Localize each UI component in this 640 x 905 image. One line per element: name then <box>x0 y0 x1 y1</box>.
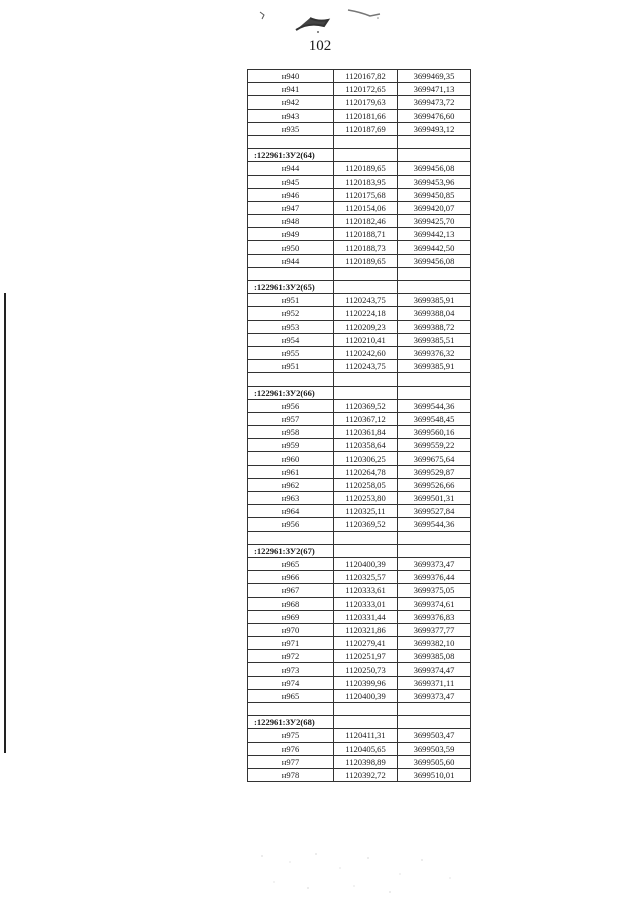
table-row <box>248 70 471 83</box>
x-coordinate: 1120179,63 <box>334 96 398 109</box>
point-id: н972 <box>248 650 334 663</box>
parcel-label: :122961:ЗУ2(68) <box>248 716 334 729</box>
y-coordinate: 3699374,61 <box>398 597 471 610</box>
point-id: н960 <box>248 452 334 465</box>
x-coordinate: 1120400,39 <box>334 557 398 570</box>
table-row <box>248 557 471 570</box>
y-coordinate: 3699442,50 <box>398 241 471 254</box>
x-coordinate: 1120187,69 <box>334 122 398 135</box>
table-row <box>248 663 471 676</box>
x-coordinate: 1120167,82 <box>334 70 398 83</box>
coordinates-table <box>247 69 471 782</box>
point-id: н941 <box>248 83 334 96</box>
empty-cell <box>334 149 398 162</box>
y-coordinate: 3699527,84 <box>398 505 471 518</box>
point-id: н974 <box>248 676 334 689</box>
table-row <box>248 201 471 214</box>
x-coordinate: 1120392,72 <box>334 768 398 781</box>
y-coordinate: 3699560,16 <box>398 426 471 439</box>
table-row <box>248 689 471 702</box>
x-coordinate: 1120258,05 <box>334 478 398 491</box>
table-row <box>248 307 471 320</box>
spacer-row <box>248 135 471 148</box>
point-id: н976 <box>248 742 334 755</box>
x-coordinate: 1120361,84 <box>334 426 398 439</box>
x-coordinate: 1120175,68 <box>334 188 398 201</box>
y-coordinate: 3699501,31 <box>398 492 471 505</box>
x-coordinate: 1120183,95 <box>334 175 398 188</box>
x-coordinate: 1120251,97 <box>334 650 398 663</box>
y-coordinate: 3699376,32 <box>398 346 471 359</box>
x-coordinate: 1120411,31 <box>334 729 398 742</box>
y-coordinate: 3699453,96 <box>398 175 471 188</box>
point-id: н948 <box>248 215 334 228</box>
y-coordinate: 3699544,36 <box>398 399 471 412</box>
point-id: н969 <box>248 610 334 623</box>
x-coordinate: 1120321,86 <box>334 623 398 636</box>
x-coordinate: 1120182,46 <box>334 215 398 228</box>
point-id: н935 <box>248 122 334 135</box>
point-id: н952 <box>248 307 334 320</box>
point-id: н958 <box>248 426 334 439</box>
y-coordinate: 3699476,60 <box>398 109 471 122</box>
point-id: н959 <box>248 439 334 452</box>
y-coordinate: 3699420,07 <box>398 201 471 214</box>
spacer-cell <box>334 373 398 386</box>
spacer-cell <box>248 135 334 148</box>
table-row <box>248 452 471 465</box>
point-id: н943 <box>248 109 334 122</box>
point-id: н965 <box>248 557 334 570</box>
x-coordinate: 1120369,52 <box>334 399 398 412</box>
x-coordinate: 1120250,73 <box>334 663 398 676</box>
y-coordinate: 3699493,12 <box>398 122 471 135</box>
empty-cell <box>398 281 471 294</box>
x-coordinate: 1120279,41 <box>334 637 398 650</box>
point-id: н957 <box>248 412 334 425</box>
empty-cell <box>334 544 398 557</box>
table-row <box>248 676 471 689</box>
point-id: н945 <box>248 175 334 188</box>
point-id: н949 <box>248 228 334 241</box>
spacer-cell <box>398 267 471 280</box>
point-id: н940 <box>248 70 334 83</box>
point-id: н954 <box>248 333 334 346</box>
x-coordinate: 1120154,06 <box>334 201 398 214</box>
spacer-cell <box>398 703 471 716</box>
point-id: н942 <box>248 96 334 109</box>
parcel-label: :122961:ЗУ2(66) <box>248 386 334 399</box>
parcel-label: :122961:ЗУ2(64) <box>248 149 334 162</box>
x-coordinate: 1120325,57 <box>334 571 398 584</box>
y-coordinate: 3699374,47 <box>398 663 471 676</box>
parcel-header-row <box>248 544 471 557</box>
empty-cell <box>398 544 471 557</box>
x-coordinate: 1120189,65 <box>334 254 398 267</box>
x-coordinate: 1120325,11 <box>334 505 398 518</box>
point-id: н965 <box>248 689 334 702</box>
table-row <box>248 571 471 584</box>
y-coordinate: 3699385,08 <box>398 650 471 663</box>
table-row <box>248 241 471 254</box>
x-coordinate: 1120400,39 <box>334 689 398 702</box>
empty-cell <box>398 149 471 162</box>
x-coordinate: 1120333,61 <box>334 584 398 597</box>
spacer-cell <box>248 373 334 386</box>
table-row <box>248 412 471 425</box>
x-coordinate: 1120189,65 <box>334 162 398 175</box>
y-coordinate: 3699450,85 <box>398 188 471 201</box>
y-coordinate: 3699385,91 <box>398 360 471 373</box>
y-coordinate: 3699456,08 <box>398 162 471 175</box>
empty-cell <box>334 386 398 399</box>
point-id: н967 <box>248 584 334 597</box>
spacer-cell <box>334 703 398 716</box>
empty-cell <box>398 386 471 399</box>
point-id: н956 <box>248 518 334 531</box>
y-coordinate: 3699382,10 <box>398 637 471 650</box>
x-coordinate: 1120224,18 <box>334 307 398 320</box>
x-coordinate: 1120367,12 <box>334 412 398 425</box>
table-row <box>248 584 471 597</box>
parcel-header-row <box>248 149 471 162</box>
x-coordinate: 1120188,73 <box>334 241 398 254</box>
y-coordinate: 3699675,64 <box>398 452 471 465</box>
table-row <box>248 729 471 742</box>
empty-cell <box>334 281 398 294</box>
x-coordinate: 1120253,80 <box>334 492 398 505</box>
y-coordinate: 3699510,01 <box>398 768 471 781</box>
spacer-row <box>248 373 471 386</box>
table-row <box>248 465 471 478</box>
scan-noise <box>250 848 470 898</box>
parcel-label: :122961:ЗУ2(65) <box>248 281 334 294</box>
y-coordinate: 3699503,47 <box>398 729 471 742</box>
parcel-header-row <box>248 281 471 294</box>
point-id: н961 <box>248 465 334 478</box>
x-coordinate: 1120209,23 <box>334 320 398 333</box>
point-id: н963 <box>248 492 334 505</box>
empty-cell <box>334 716 398 729</box>
table-row <box>248 439 471 452</box>
x-coordinate: 1120398,89 <box>334 755 398 768</box>
y-coordinate: 3699388,04 <box>398 307 471 320</box>
scan-smudge <box>258 8 408 38</box>
point-id: н955 <box>248 346 334 359</box>
table-row <box>248 320 471 333</box>
table-row <box>248 333 471 346</box>
y-coordinate: 3699388,72 <box>398 320 471 333</box>
x-coordinate: 1120242,60 <box>334 346 398 359</box>
spacer-cell <box>248 703 334 716</box>
table-row <box>248 360 471 373</box>
point-id: н953 <box>248 320 334 333</box>
table-row <box>248 478 471 491</box>
x-coordinate: 1120358,64 <box>334 439 398 452</box>
y-coordinate: 3699376,44 <box>398 571 471 584</box>
point-id: н964 <box>248 505 334 518</box>
table-row <box>248 623 471 636</box>
y-coordinate: 3699375,05 <box>398 584 471 597</box>
point-id: н950 <box>248 241 334 254</box>
table-row <box>248 637 471 650</box>
table-row <box>248 518 471 531</box>
parcel-header-row <box>248 716 471 729</box>
table-row <box>248 175 471 188</box>
y-coordinate: 3699548,45 <box>398 412 471 425</box>
table-row <box>248 492 471 505</box>
table-row <box>248 188 471 201</box>
spacer-cell <box>248 531 334 544</box>
x-coordinate: 1120264,78 <box>334 465 398 478</box>
y-coordinate: 3699469,35 <box>398 70 471 83</box>
table-row <box>248 162 471 175</box>
y-coordinate: 3699376,83 <box>398 610 471 623</box>
table-row <box>248 610 471 623</box>
y-coordinate: 3699473,72 <box>398 96 471 109</box>
x-coordinate: 1120306,25 <box>334 452 398 465</box>
y-coordinate: 3699373,47 <box>398 557 471 570</box>
x-coordinate: 1120333,01 <box>334 597 398 610</box>
point-id: н962 <box>248 478 334 491</box>
y-coordinate: 3699385,51 <box>398 333 471 346</box>
y-coordinate: 3699442,13 <box>398 228 471 241</box>
point-id: н966 <box>248 571 334 584</box>
y-coordinate: 3699559,22 <box>398 439 471 452</box>
point-id: н946 <box>248 188 334 201</box>
spacer-cell <box>398 373 471 386</box>
x-coordinate: 1120172,65 <box>334 83 398 96</box>
point-id: н944 <box>248 254 334 267</box>
table-row <box>248 83 471 96</box>
spacer-cell <box>334 267 398 280</box>
x-coordinate: 1120188,71 <box>334 228 398 241</box>
y-coordinate: 3699529,87 <box>398 465 471 478</box>
table-row <box>248 505 471 518</box>
point-id: н951 <box>248 294 334 307</box>
spacer-cell <box>334 531 398 544</box>
table-row <box>248 122 471 135</box>
y-coordinate: 3699505,60 <box>398 755 471 768</box>
x-coordinate: 1120181,66 <box>334 109 398 122</box>
y-coordinate: 3699377,77 <box>398 623 471 636</box>
table-row <box>248 294 471 307</box>
y-coordinate: 3699425,70 <box>398 215 471 228</box>
table-row <box>248 215 471 228</box>
point-id: н944 <box>248 162 334 175</box>
point-id: н977 <box>248 755 334 768</box>
spacer-row <box>248 703 471 716</box>
parcel-header-row <box>248 386 471 399</box>
spacer-cell <box>248 267 334 280</box>
point-id: н973 <box>248 663 334 676</box>
table-row <box>248 742 471 755</box>
point-id: н968 <box>248 597 334 610</box>
point-id: н970 <box>248 623 334 636</box>
y-coordinate: 3699371,11 <box>398 676 471 689</box>
table-row <box>248 399 471 412</box>
spacer-cell <box>398 135 471 148</box>
y-coordinate: 3699503,59 <box>398 742 471 755</box>
page-number: 102 <box>308 38 332 54</box>
empty-cell <box>398 716 471 729</box>
x-coordinate: 1120243,75 <box>334 360 398 373</box>
table-row <box>248 254 471 267</box>
table-row <box>248 346 471 359</box>
spacer-row <box>248 267 471 280</box>
table-row <box>248 650 471 663</box>
x-coordinate: 1120405,65 <box>334 742 398 755</box>
y-coordinate: 3699385,91 <box>398 294 471 307</box>
y-coordinate: 3699456,08 <box>398 254 471 267</box>
point-id: н947 <box>248 201 334 214</box>
table-row <box>248 597 471 610</box>
spacer-row <box>248 531 471 544</box>
table-row <box>248 109 471 122</box>
spacer-cell <box>398 531 471 544</box>
table-row <box>248 96 471 109</box>
point-id: н971 <box>248 637 334 650</box>
table-row <box>248 426 471 439</box>
point-id: н951 <box>248 360 334 373</box>
y-coordinate: 3699373,47 <box>398 689 471 702</box>
table-row <box>248 228 471 241</box>
parcel-label: :122961:ЗУ2(67) <box>248 544 334 557</box>
point-id: н978 <box>248 768 334 781</box>
point-id: н956 <box>248 399 334 412</box>
x-coordinate: 1120331,44 <box>334 610 398 623</box>
table-row <box>248 768 471 781</box>
y-coordinate: 3699471,13 <box>398 83 471 96</box>
table-row <box>248 755 471 768</box>
y-coordinate: 3699526,66 <box>398 478 471 491</box>
x-coordinate: 1120210,41 <box>334 333 398 346</box>
y-coordinate: 3699544,36 <box>398 518 471 531</box>
x-coordinate: 1120369,52 <box>334 518 398 531</box>
spacer-cell <box>334 135 398 148</box>
point-id: н975 <box>248 729 334 742</box>
x-coordinate: 1120243,75 <box>334 294 398 307</box>
scan-edge-line <box>4 293 6 753</box>
x-coordinate: 1120399,96 <box>334 676 398 689</box>
